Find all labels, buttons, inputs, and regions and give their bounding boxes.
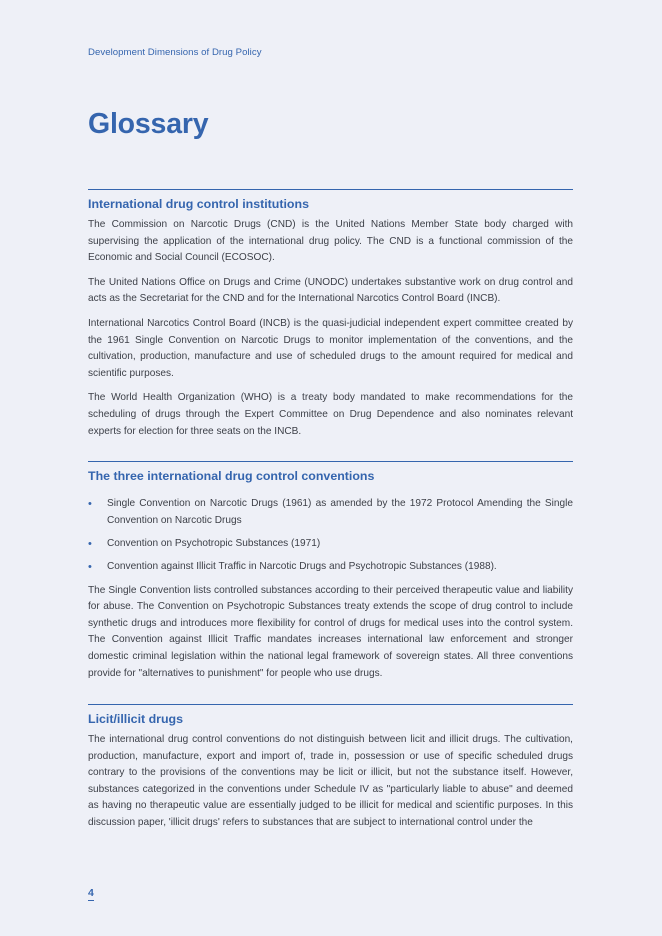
bullet-icon: • xyxy=(88,498,92,510)
section-licit-illicit-drugs xyxy=(88,704,573,840)
running-header: Development Dimensions of Drug Policy xyxy=(88,47,262,58)
section-divider xyxy=(88,704,573,705)
paragraph-conventions-summary: The Single Convention lists controlled substances according to their perceived therapeutic value and liability for abuse. The Convention on Psychotropic Substances treaty extends the scope of drug control to include synthetic drugs and introduces more flexibility for control of drugs for medical uses into the control system. The Convention against Illicit Traffic mandates increases international law enforcement and stronger domestic criminal legislation within the national legal framework of sovereign states. All three conventions provide for "alternatives to punishment" for people who use drugs. xyxy=(88,584,573,679)
conventions-list xyxy=(88,496,573,576)
list-item xyxy=(88,496,573,529)
list-item xyxy=(88,536,573,553)
section-heading: Licit/illicit drugs xyxy=(88,712,184,726)
paragraph-licit-illicit: The international drug control conventions do not distinguish between licit and illicit drugs. The cultivation, production, manufacture, export and import of, trade in, possession or use of specific scheduled drugs contrary to the provisions of the conventions may be licit or illicit, but not the substance itself. However, substances categorized in the conventions under Schedule IV as "particularly liable to abuse" and deemed as having no therapeutic value are essentially judged to be illicit for medical and scientific purposes. In this discussion paper, 'illicit drugs' refers to substances that are subject to international control under the xyxy=(88,734,573,828)
list-item-text: Convention against Illicit Traffic in Narcotic Drugs and Psychotropic Substances (1988). xyxy=(107,560,497,572)
paragraph-who: The World Health Organization (WHO) is a treaty body mandated to make recommendations for the scheduling of drugs through the Expert Committee on Drug Dependence and also nominates relevant experts for election for three seats on the INCB. xyxy=(88,392,573,437)
bullet-icon: • xyxy=(88,537,92,550)
page-number: 4 xyxy=(88,887,94,899)
section-heading: The three international drug control conventions xyxy=(88,469,375,483)
section-drug-control-institutions xyxy=(88,189,573,448)
section-drug-control-conventions xyxy=(88,461,573,690)
list-item xyxy=(88,559,573,576)
paragraph-incb: International Narcotics Control Board (INCB) is the quasi-judicial independent expert committee created by the 1961 Single Convention on Narcotic Drugs to monitor implementation of the conventions, and the cultivation, production, manufacture and use of scheduled drugs to the amount required for medical and scientific purposes. xyxy=(88,317,573,379)
page-title: Glossary xyxy=(88,108,209,140)
bullet-icon: • xyxy=(88,560,92,573)
list-item-text: Single Convention on Narcotic Drugs (1961) as amended by the 1972 Protocol Amending the Single Convention on Narcotic Drugs xyxy=(107,498,573,526)
paragraph-cnd: The Commission on Narcotic Drugs (CND) is the United Nations Member State body charged with supervising the application of the international drug policy. The CND is a functional commission of the Economic and Social Council (ECOSOC). xyxy=(88,219,573,264)
paragraph-unodc: The United Nations Office on Drugs and Crime (UNODC) undertakes substantive work on drug control and acts as the Secretariat for the CND and for the International Narcotics Control Board (INCB). xyxy=(88,276,573,305)
section-heading: International drug control institutions xyxy=(88,197,309,211)
section-divider xyxy=(88,189,573,190)
list-item-text: Convention on Psychotropic Substances (1971) xyxy=(107,537,321,549)
section-divider xyxy=(88,461,573,462)
